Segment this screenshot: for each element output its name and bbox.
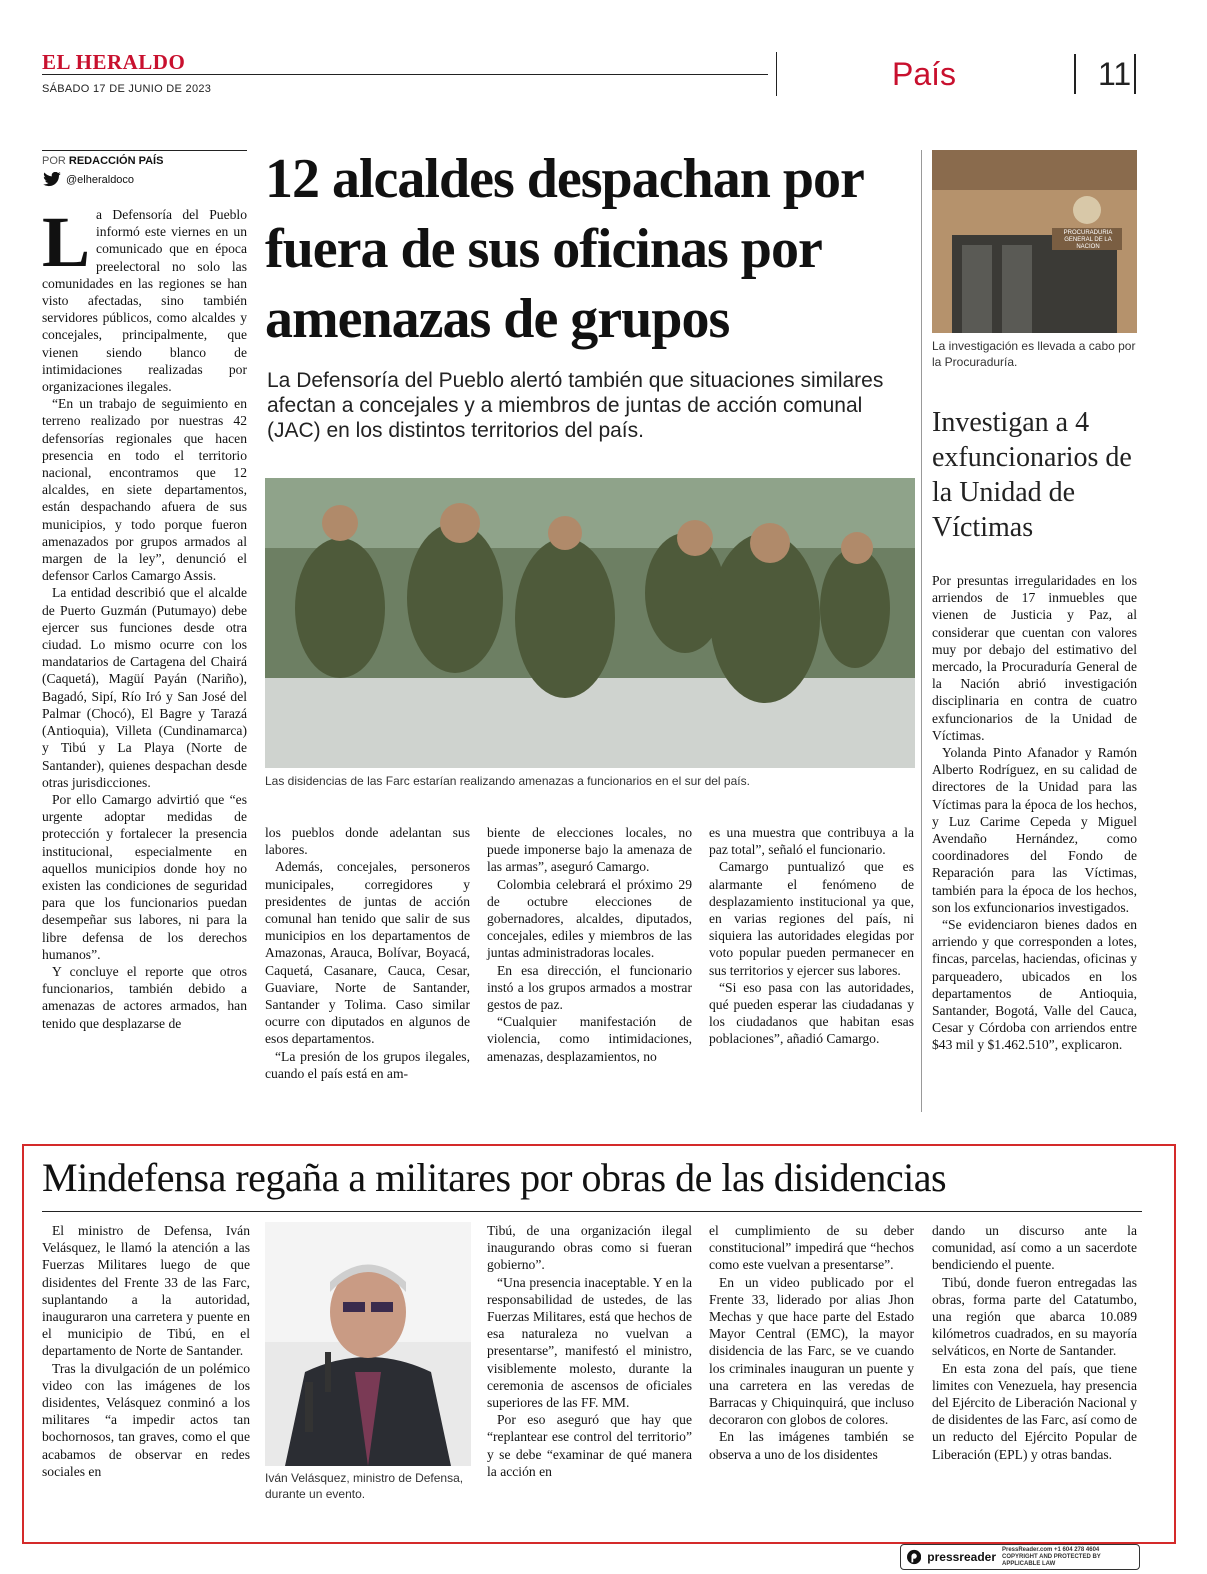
- procuraduria-sign: PROCURADURIA GENERAL DE LA NACION: [1063, 230, 1113, 250]
- side-photo-caption: La investigación es llevada a cabo por la Procuraduría.: [932, 339, 1136, 369]
- page-number: 11: [1098, 56, 1132, 92]
- paragraph: los pueblos donde adelantan sus labores.: [265, 825, 470, 858]
- bottom-photo: [265, 1222, 471, 1466]
- main-photo-caption: Las disidencias de las Farc estarían realizando amenazas a funcionarios en el sur del país.: [265, 774, 750, 788]
- paragraph: Por ello Camargo advirtió que “es urgente adoptar medidas de protección y fortalecer la presencia institucional, especialmente en aquellos municipios donde hoy no existen las condiciones de seguridad para que los funcionarios puedan desempeñar sus labores, ni para la libre defensa de los derechos humanos”.: [42, 791, 247, 962]
- main-photo: [265, 478, 915, 768]
- main-story-column-3: [487, 824, 692, 1065]
- side-headline: Investigan a 4 exfuncionarios de la Unidad de Víctimas: [932, 407, 1132, 543]
- bottom-story-column-4: [932, 1222, 1137, 1463]
- paragraph: El ministro de Defensa, Iván Velásquez, le llamó la atención a las Fuerzas Militares luego de que disidentes del Frente 33 de las Farc, suplantando a la autoridad, inauguraron una carretera y puente en el municipio de Tibú, en el departamento de Norte de Santander.: [42, 1223, 250, 1359]
- minister-portrait-illustration: [265, 1222, 471, 1466]
- paragraph: “Una presencia inaceptable. Y en la responsabilidad de ustedes, de las Fuerzas Militares, está que hechos de esa naturaleza no vuelvan a presentarse”, manifestó el ministro, visiblemente molesto, durante la ceremonia de ascensos de oficiales superiores de las FF. MM.: [487, 1274, 692, 1411]
- paragraph: Colombia celebrará el próximo 29 de octubre elecciones de gobernadores, alcaldes, diputados, concejales, ediles y miembros de las juntas administradoras locales.: [487, 876, 692, 961]
- bottom-headline-rule: [42, 1211, 1142, 1212]
- paragraph: “En un trabajo de seguimiento en terreno realizado por nuestras 42 defensorías regionales que hacen presencia en todo el territorio nacional, encontramos que 12 alcaldes, en siete departamentos, están despachando afuera de sus municipios, y todo porque fueron amenazados por grupos armados al margen de la ley”, denunció el defensor Carlos Camargo Assis.: [42, 396, 247, 584]
- page-number-divider: [1074, 54, 1076, 94]
- twitter-handle: @elheraldoco: [66, 174, 135, 186]
- pressreader-info: [1002, 1547, 1139, 1568]
- paragraph: “Si eso pasa con las autoridades, qué pueden esperar las ciudadanas y los ciudadanos que habitan esas poblaciones”, añadió Camargo.: [709, 979, 914, 1047]
- main-story-column-2: [265, 824, 470, 1082]
- pressreader-logo-icon: [907, 1549, 921, 1565]
- dissidents-photo-illustration: [265, 478, 915, 768]
- side-column-divider: [921, 150, 922, 1112]
- paragraph: Yolanda Pinto Afanador y Ramón Alberto Rodríguez, en su calidad de directores de la Unidad para las Víctimas para la época de los hechos, y Luz Carime Cepeda y Miguel Avendaño Hernández, como coordinadores del Fondo de Reparación para las Víctimas, también para la época de los hechos, son los exfuncionarios investigados.: [932, 745, 1137, 915]
- paragraph: el cumplimiento de su deber constitucional” impedirá que “hechos como este vuelvan a presentarse”.: [709, 1223, 914, 1273]
- pressreader-contact: PressReader.com +1 604 278 4604: [1002, 1546, 1100, 1553]
- bottom-story-column-1: [42, 1222, 250, 1480]
- header-rule: [42, 74, 768, 75]
- pressreader-copyright: COPYRIGHT AND PROTECTED BY APPLICABLE LAW: [1002, 1553, 1101, 1567]
- section-name: País: [892, 56, 957, 92]
- paragraph: Tibú, de una organización ilegal inaugurando obras como si fueran gobierno”.: [487, 1223, 692, 1273]
- bottom-story-column-3: [709, 1222, 914, 1463]
- paragraph: biente de elecciones locales, no puede imponerse bajo la amenaza de las armas”, aseguró Camargo.: [487, 825, 692, 875]
- paragraph: a Defensoría del Pueblo informó este viernes en un comunicado que en época preelectoral no solo las comunidades en las regiones se han visto afectadas, sino también servidores públicos, como alcaldes y concejales, principalmente, que vienen siendo blanco de intimidaciones realizadas por organizaciones ilegales.: [42, 207, 247, 395]
- paragraph: Por presuntas irregularidades en los arriendos de 17 inmuebles que vienen de Justicia y Paz, al considerar que cuentan con valores muy por debajo del estimativo del mercado, la Procuraduría General de la Nación abrió investigación disciplinaria en contra de cuatro exfuncionarios de la Unidad de Víctimas.: [932, 573, 1137, 743]
- paragraph: Y concluye el reporte que otros funcionarios, también debido a amenazas de actores armados, han tenido que desplazarse de: [42, 963, 247, 1031]
- main-story-column-4: [709, 824, 914, 1048]
- paragraph: En esta zona del país, que tiene limites con Venezuela, hay presencia del Ejército de Liberación Nacional y de disidentes de las Farc, así como de un reducto del Ejército Popular de Liberación (EPL) y otras bandas.: [932, 1360, 1137, 1462]
- byline-prefix: POR: [42, 155, 66, 167]
- pressreader-brand: pressreader: [927, 1550, 996, 1564]
- bottom-photo-caption: Iván Velásquez, ministro de Defensa, durante un evento.: [265, 1471, 464, 1501]
- bottom-story-column-2: [487, 1222, 692, 1480]
- paragraph: “La presión de los grupos ilegales, cuando el país está en am-: [265, 1048, 470, 1081]
- main-story-column-1: [42, 202, 247, 1032]
- side-story-text: [932, 572, 1137, 1054]
- paragraph: La entidad describió que el alcalde de Puerto Guzmán (Putumayo) debe ejercer sus funciones desde otra ciudad. Lo mismo ocurre con los mandatarios de Cartagena del Chairá (Caquetá), Magüí Payán (Nariño), Bagadó, Sipí, Río Iró y San José del Palmar (Chocó), El Bagre y Tarazá (Antioquia), Villeta (Cundinamarca) y Tibú y La Playa (Norte de Santander), quienes despachan desde otras jurisdicciones.: [42, 585, 247, 790]
- main-headline: 12 alcaldes despachan por fuera de sus oficinas por amenazas de grupos: [265, 148, 863, 350]
- paragraph: En las imágenes también se observa a uno de los disidentes: [709, 1429, 914, 1462]
- paragraph: Tibú, donde fueron entregadas las obras, forma parte del Catatumbo, una región que abarca 10.089 kilómetros cuadrados, en su mayoría selváticos, en Norte de Santander.: [932, 1274, 1137, 1359]
- paragraph: Por eso aseguró que hay que “replantear ese control del territorio” y se debe “examinar de qué manera la acción en: [487, 1412, 692, 1479]
- byline: [42, 155, 163, 167]
- paragraph: Camargo puntualizó que es alarmante el fenómeno de desplazamiento institucional ya que, en varias regiones del país, ni siquiera las autoridades elegidas por voto popular pueden permanecer en sus territorios y ejercer sus labores.: [709, 859, 914, 978]
- dateline: SÁBADO 17 DE JUNIO DE 2023: [42, 83, 212, 95]
- paragraph: dando un discurso ante la comunidad, así como a un sacerdote bendiciendo el puente.: [932, 1223, 1137, 1273]
- side-photo: [932, 150, 1137, 333]
- paragraph: Tras la divulgación de un polémico video con las imágenes de los disidentes, Velásquez conminó a los militares “a impedir actos tan bochornosos, tan graves, como el que acabamos de observar en redes sociales en: [42, 1360, 250, 1479]
- byline-author: REDACCIÓN PAÍS: [68, 155, 164, 167]
- dropcap: L: [42, 202, 91, 282]
- twitter-byline: [42, 172, 134, 188]
- paragraph: “Cualquier manifestación de violencia, como intimidaciones, amenazas, desplazamientos, no: [487, 1014, 692, 1064]
- page-number-divider-right: [1134, 54, 1136, 94]
- paragraph: En un video publicado por el Frente 33, liderado por alias Jhon Mechas y que hace parte del Estado Mayor Central (EMC), la mayor disidencia de las Farc, se ve cuando los criminales inauguran un puente y una carretera en las veredas de Barracas y Chiquinquirá, que incluso decoraron con globos de colores.: [709, 1274, 914, 1428]
- header-divider: [776, 52, 777, 96]
- paragraph: En esa dirección, el funcionario instó a los grupos armados a mostrar gestos de paz.: [487, 962, 692, 1013]
- paragraph: “Se evidenciaron bienes dados en arriendo y que corresponden a lotes, fincas, parcelas, haciendas, oficinas y parqueadero, ubicados en los departamentos de Antioquia, Santander, Bogotá, Valle del Cauca, Cesar y Córdoba con arriendos entre $43 mil y $1.462.510”, explicaron.: [932, 917, 1137, 1053]
- paragraph: Además, concejales, personeros municipales, corregidores y presidentes de juntas de acción comunal han tenido que salir de sus municipios en los departamentos de Amazonas, Arauca, Bolívar, Boyacá, Caquetá, Casanare, Cauca, Cesar, Guaviare, Norte de Santander, Santander y Tolima. Caso similar ocurre con diputados en algunos de esos departamentos.: [265, 859, 470, 1047]
- masthead: EL HERALDO: [42, 50, 186, 74]
- byline-rule: [42, 150, 247, 151]
- paragraph: es una muestra que contribuya a la paz total”, señaló el funcionario.: [709, 825, 914, 858]
- main-deck: La Defensoría del Pueblo alertó también que situaciones similares afectan a concejales y a miembros de juntas de acción comunal (JAC) en los distintos territorios del país.: [267, 369, 884, 442]
- twitter-icon: [42, 172, 62, 188]
- bottom-headline: Mindefensa regaña a militares por obras de las disidencias: [42, 1155, 947, 1200]
- pressreader-badge[interactable]: [900, 1544, 1140, 1570]
